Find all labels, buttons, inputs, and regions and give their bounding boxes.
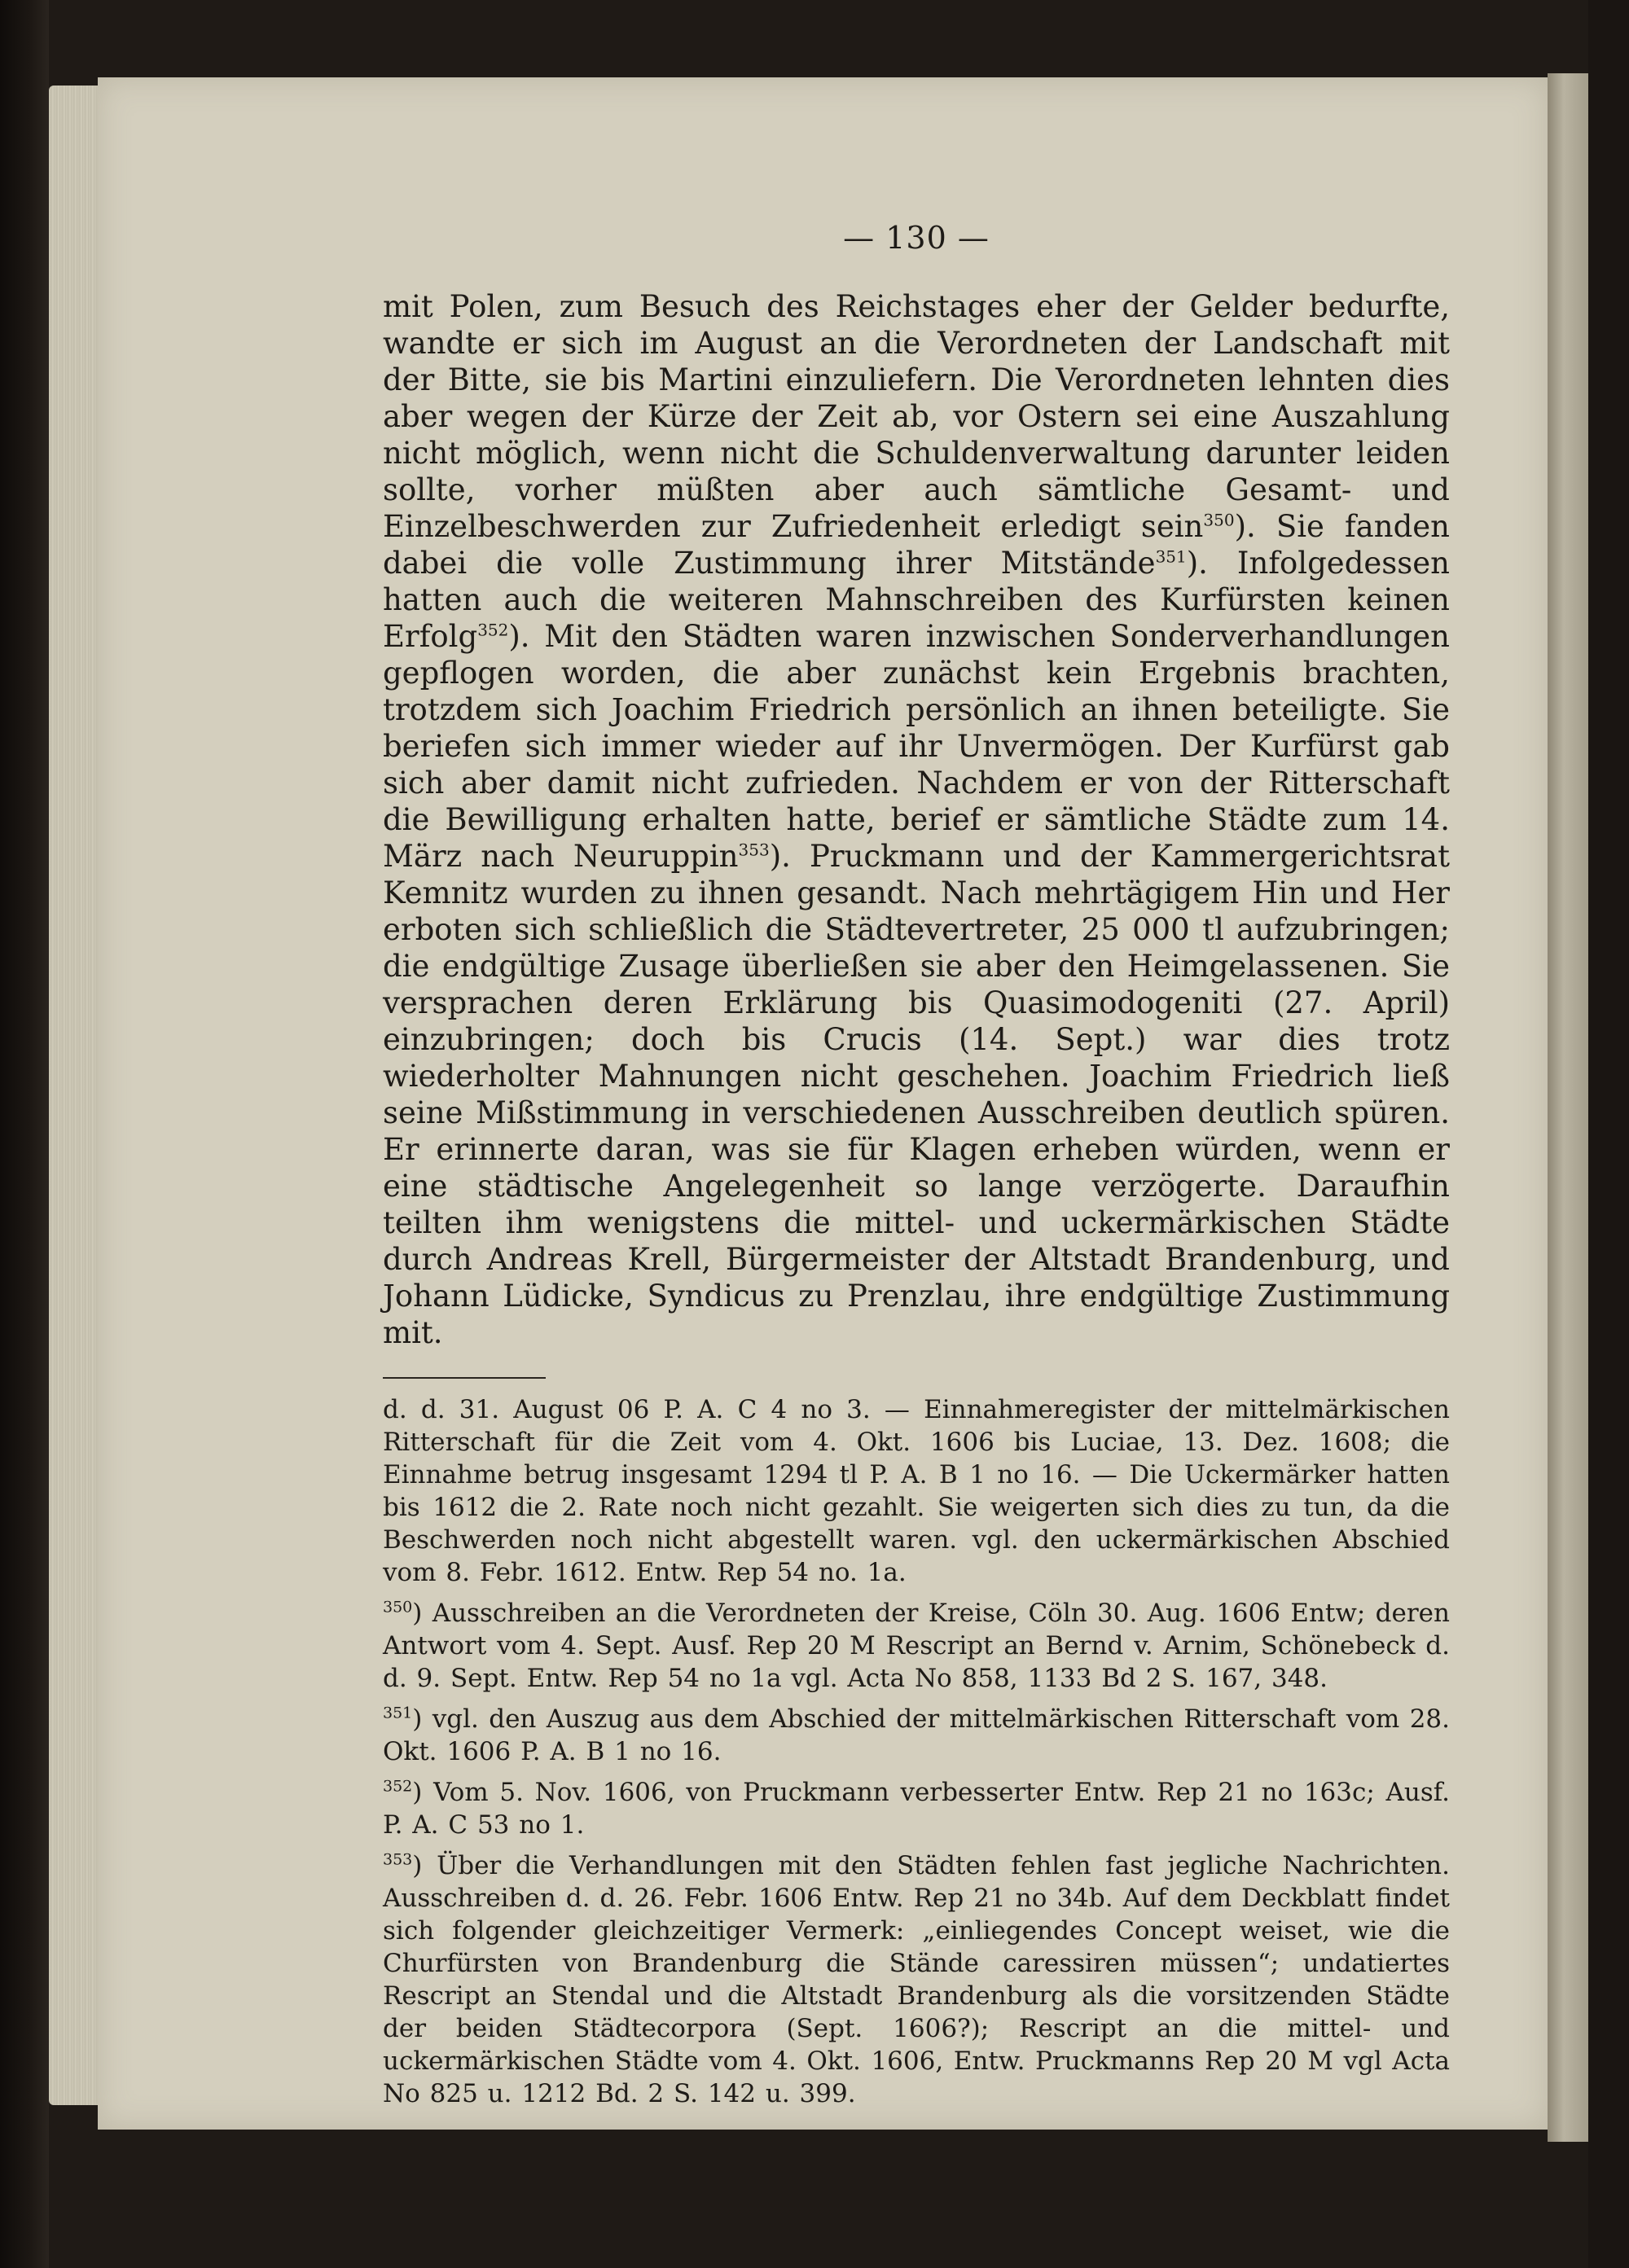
footnote-text: ) vgl. den Auszug aus dem Abschied der mittelmärkischen Ritterschaft vom 28. Okt. 1606 P. A. B 1 no 16. (383, 1704, 1450, 1766)
footnote-text: d. d. 31. August 06 P. A. C 4 no 3. — Einnahmeregister der mittelmärkischen Ritterschaft für die Zeit vom 4. Okt. 1606 bis Luciae, 13. Dez. 1608; die Einnahme betrug insgesamt 1294 tl P. A. B 1 no 16. — Die Uckermärker hatten bis 1612 die 2. Rate noch nicht gezahlt. Sie weigerten sich dies zu tun, da die Beschwerden noch nicht abgestellt waren. vgl. den uckermärkischen Abschied vom 8. Febr. 1612. Entw. Rep 54 no. 1a. (383, 1395, 1450, 1587)
main-text-part: ). Mit den Städten waren inzwischen Sonderverhandlungen gepflogen worden, die aber zunächst kein Ergebnis brachten, trotzdem sich Joachim Friedrich persönlich an ihnen beteiligte. Sie beriefen sich immer wieder auf ihr Unvermögen. Der Kurfürst gab sich aber damit nicht zufrieden. Nachdem er von der Ritterschaft die Bewilligung erhalten hatte, berief er sämtliche Städte zum 14. März nach Neuruppin (383, 619, 1450, 874)
footnote (383, 1776, 1450, 1841)
footnote-reference: 353 (738, 840, 770, 860)
scan-background-right (1588, 0, 1629, 2268)
footnote-text: ) Über die Verhandlungen mit den Städten fehlen fast jegliche Nachrichten. Ausschreiben d. d. 26. Febr. 1606 Entw. Rep 21 no 34b. Auf dem Deckblatt findet sich folgender gleichzeitiger Vermerk: „einliegendes Concept weiset, wie die Churfürsten von Brandenburg die Stände caressiren müssen“; undatiertes Rescript an Stendal und die Altstadt Brandenburg als die vorsitzenden Städte der beiden Städtecorpora (Sept. 1606?); Rescript an die mittel- und uckermärkischen Städte vom 4. Okt. 1606, Entw. Pruckmanns Rep 20 M vgl Acta No 825 u. 1212 Bd. 2 S. 142 u. 399. (383, 1851, 1450, 2108)
footnote-marker: 351 (383, 1704, 413, 1722)
footnote (383, 1597, 1450, 1695)
main-paragraph (383, 288, 1450, 1351)
footnote-reference: 351 (1155, 546, 1187, 567)
scan-background-left (0, 0, 49, 2268)
footnote-marker: 350 (383, 1598, 413, 1617)
footnote-text: ) Ausschreiben an die Verordneten der Kreise, Cöln 30. Aug. 1606 Entw; deren Antwort vom 4. Sept. Ausf. Rep 20 M Rescript an Bernd v. Arnim, Schönebeck d. d. 9. Sept. Entw. Rep 54 no 1a vgl. Acta No 858, 1133 Bd 2 S. 167, 348. (383, 1599, 1450, 1693)
footnote-marker: 353 (383, 1850, 413, 1869)
footnote (383, 1703, 1450, 1768)
page-content (383, 220, 1450, 2118)
main-text-part: ). Sie fanden dabei die volle Zustimmung ihrer Mitstände (383, 509, 1450, 581)
footnote (383, 1849, 1450, 2110)
footnote-marker: 352 (383, 1777, 413, 1796)
main-text-part: mit Polen, zum Besuch des Reichstages eher der Gelder bedurfte, wandte er sich im August an die Verordneten der Landschaft mit der Bitte, sie bis Martini einzuliefern. Die Verordneten lehnten dies aber wegen der Kürze der Zeit ab, vor Ostern sei eine Auszahlung nicht möglich, wenn nicht die Schuldenverwaltung darunter leiden sollte, vorher müßten aber auch sämtliche Gesamt- und Einzelbeschwerden zur Zufriedenheit erledigt sein (383, 289, 1450, 544)
page-number: — 130 — (843, 220, 990, 256)
main-text-part: ). Infolgedessen hatten auch die weiteren Mahnschreiben des Kurfürsten keinen Erfolg (383, 546, 1450, 654)
footnote-reference: 350 (1203, 510, 1235, 530)
footnote-divider (383, 1377, 546, 1379)
footnote-text: ) Vom 5. Nov. 1606, von Pruckmann verbesserter Entw. Rep 21 no 163c; Ausf. P. A. C 53 no 1. (383, 1778, 1450, 1840)
footnotes (383, 1393, 1450, 2110)
facing-page-edge (1548, 73, 1588, 2142)
footnote-reference: 352 (477, 620, 509, 640)
main-text-part: ). Pruckmann und der Kammergerichtsrat Kemnitz wurden zu ihnen gesandt. Nach mehrtägigem Hin und Her erboten sich schließlich die Städtevertreter, 25 000 tl aufzubringen; die endgültige Zusage überließen sie aber den Heimgelassenen. Sie versprachen deren Erklärung bis Quasimodogeniti (27. April) einzubringen; doch bis Crucis (14. Sept.) war dies trotz wiederholter Mahnungen nicht geschehen. Joachim Friedrich ließ seine Mißstimmung in verschiedenen Ausschreiben deutlich spüren. Er erinnerte daran, was sie für Klagen erheben würden, wenn er eine städtische Angelegenheit so lange verzögerte. Daraufhin teilten ihm wenigstens die mittel- und uckermärkischen Städte durch Andreas Krell, Bürgermeister der Altstadt Brandenburg, und Johann Lüdicke, Syndicus zu Prenzlau, ihre endgültige Zustimmung mit. (383, 839, 1450, 1350)
footnote (383, 1393, 1450, 1589)
